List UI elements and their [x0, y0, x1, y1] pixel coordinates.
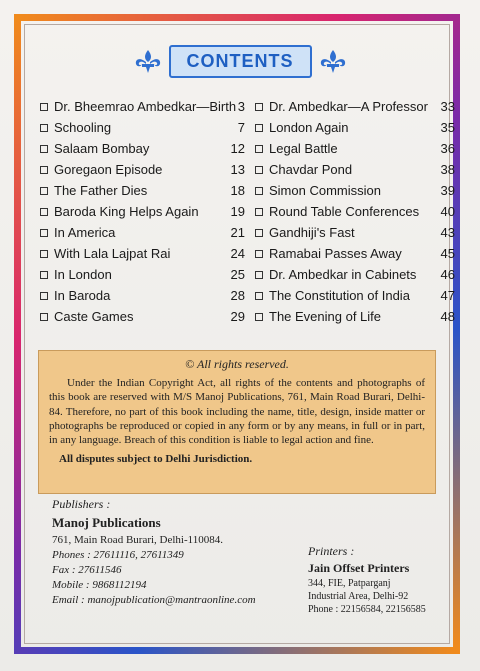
toc-entry-title: Round Table Conferences: [269, 204, 420, 219]
checkbox-square-icon: [40, 208, 48, 216]
toc-entry-title: In London: [54, 267, 112, 282]
checkbox-square-icon: [255, 271, 263, 279]
toc-entry-page: 36: [440, 141, 455, 156]
checkbox-square-icon: [40, 229, 48, 237]
toc-entry-page: 45: [440, 246, 455, 261]
fleur-de-lis-icon: [318, 48, 348, 74]
table-of-contents: [40, 96, 460, 327]
toc-entry-title: Simon Commission: [269, 183, 381, 198]
checkbox-square-icon: [40, 145, 48, 153]
toc-row: [40, 138, 460, 159]
toc-entry-title: The Constitution of India: [269, 288, 410, 303]
checkbox-square-icon: [40, 250, 48, 258]
toc-entry: [40, 306, 245, 327]
toc-row: [40, 159, 460, 180]
toc-entry: [255, 222, 455, 243]
checkbox-square-icon: [40, 166, 48, 174]
toc-entry: [40, 138, 245, 159]
publishers-label: Publishers :: [52, 497, 111, 511]
publisher-mobile: Mobile : 9868112194: [52, 579, 147, 591]
checkbox-square-icon: [255, 166, 263, 174]
publisher-phones: Phones : 27611116, 27611349: [52, 549, 184, 561]
toc-entry-page: 48: [440, 309, 455, 324]
toc-entry-title: The Father Dies: [54, 183, 148, 198]
toc-entry-title: London Again: [269, 120, 349, 135]
toc-row: [40, 180, 460, 201]
toc-entry-title: Chavdar Pond: [269, 162, 353, 177]
printer-name: Jain Offset Printers: [308, 561, 410, 575]
toc-entry-title: Caste Games: [54, 309, 134, 324]
toc-entry: [255, 117, 455, 138]
toc-entry-title: Goregaon Episode: [54, 162, 163, 177]
toc-row: [40, 243, 460, 264]
toc-row: [40, 201, 460, 222]
toc-entry-page: 46: [440, 267, 455, 282]
toc-entry-page: 3: [237, 99, 245, 114]
checkbox-square-icon: [255, 208, 263, 216]
toc-entry: [255, 201, 455, 222]
toc-entry-title: Legal Battle: [269, 141, 338, 156]
toc-row: [40, 96, 460, 117]
contents-header: [0, 44, 480, 78]
toc-entry-page: 47: [440, 288, 455, 303]
toc-entry: [255, 285, 455, 306]
checkbox-square-icon: [255, 313, 263, 321]
toc-row: [40, 117, 460, 138]
checkbox-square-icon: [40, 187, 48, 195]
toc-entry: [255, 159, 455, 180]
toc-entry: [255, 96, 455, 117]
printer-address-2: Industrial Area, Delhi-92: [308, 591, 409, 602]
publisher-fax: Fax : 27611546: [52, 564, 122, 576]
toc-entry-page: 18: [230, 183, 245, 198]
toc-entry: [40, 180, 245, 201]
toc-entry-title: Baroda King Helps Again: [54, 204, 199, 219]
jurisdiction-note: All disputes subject to Delhi Jurisdiction.: [59, 453, 253, 466]
toc-entry: [255, 264, 455, 285]
toc-row: [40, 306, 460, 327]
checkbox-square-icon: [40, 103, 48, 111]
toc-entry-page: 12: [230, 141, 245, 156]
toc-entry-page: 24: [230, 246, 245, 261]
publisher-email: Email : manojpublication@mantraonline.com: [52, 594, 256, 606]
toc-entry-title: Schooling: [54, 120, 112, 135]
toc-entry-title: In America: [54, 225, 116, 240]
toc-entry: [255, 243, 455, 264]
printer-address-1: 344, FIE, Patparganj: [308, 578, 391, 589]
toc-entry-page: 29: [230, 309, 245, 324]
rights-heading: © All rights reserved.: [185, 357, 289, 371]
toc-entry-title: Dr. Ambedkar—A Professor: [269, 99, 428, 114]
publisher-name: Manoj Publications: [52, 515, 161, 530]
toc-entry-page: 13: [230, 162, 245, 177]
printers-label: Printers :: [308, 544, 355, 558]
checkbox-square-icon: [255, 292, 263, 300]
checkbox-square-icon: [40, 271, 48, 279]
toc-entry: [255, 180, 455, 201]
printers-block: [308, 544, 458, 615]
toc-entry: [40, 201, 245, 222]
toc-entry-page: 7: [237, 120, 245, 135]
publisher-address: 761, Main Road Burari, Delhi-110084.: [52, 534, 223, 546]
checkbox-square-icon: [255, 103, 263, 111]
toc-entry-title: Dr. Ambedkar in Cabinets: [269, 267, 417, 282]
toc-entry-page: 39: [440, 183, 455, 198]
publishers-block: [52, 497, 302, 606]
toc-entry: [40, 222, 245, 243]
toc-entry: [40, 159, 245, 180]
toc-entry-page: 19: [230, 204, 245, 219]
toc-entry-page: 35: [440, 120, 455, 135]
toc-entry: [40, 285, 245, 306]
checkbox-square-icon: [255, 145, 263, 153]
page-title: CONTENTS: [169, 45, 312, 78]
toc-entry-title: In Baroda: [54, 288, 111, 303]
toc-entry-title: With Lala Lajpat Rai: [54, 246, 171, 261]
toc-entry: [255, 138, 455, 159]
toc-entry-page: 40: [440, 204, 455, 219]
toc-entry-title: The Evening of Life: [269, 309, 382, 324]
toc-entry-title: Gandhiji's Fast: [269, 225, 355, 240]
toc-entry-title: Dr. Bheemrao Ambedkar—Birth: [54, 99, 237, 114]
toc-row: [40, 264, 460, 285]
toc-row: [40, 222, 460, 243]
toc-entry: [40, 243, 245, 264]
toc-entry-page: 21: [230, 225, 245, 240]
copyright-notice: [38, 350, 436, 494]
toc-entry-page: 33: [440, 99, 455, 114]
toc-entry-page: 43: [440, 225, 455, 240]
toc-entry: [40, 264, 245, 285]
checkbox-square-icon: [40, 313, 48, 321]
toc-entry-title: Salaam Bombay: [54, 141, 150, 156]
printer-phone: Phone : 22156584, 22156585: [308, 604, 426, 615]
checkbox-square-icon: [255, 124, 263, 132]
toc-entry-page: 38: [440, 162, 455, 177]
toc-entry: [40, 96, 245, 117]
toc-entry: [40, 117, 245, 138]
toc-entry: [255, 306, 455, 327]
toc-row: [40, 285, 460, 306]
checkbox-square-icon: [40, 124, 48, 132]
checkbox-square-icon: [255, 187, 263, 195]
toc-entry-page: 28: [230, 288, 245, 303]
toc-entry-title: Ramabai Passes Away: [269, 246, 402, 261]
checkbox-square-icon: [255, 250, 263, 258]
checkbox-square-icon: [255, 229, 263, 237]
checkbox-square-icon: [40, 292, 48, 300]
rights-body: Under the Indian Copyright Act, all rights of the contents and photographs of this book are reserved with M/S Manoj Publications, 761, Main Road Burari, Delhi-84. Therefore, no part of this book including the name, title, design, inside matter or photographs be reproduced or copied in any form or by any means, in full or in part, in any language. Breach of this condition is liable to legal action and fine.: [49, 377, 425, 447]
fleur-de-lis-icon: [133, 48, 163, 74]
toc-entry-page: 25: [230, 267, 245, 282]
